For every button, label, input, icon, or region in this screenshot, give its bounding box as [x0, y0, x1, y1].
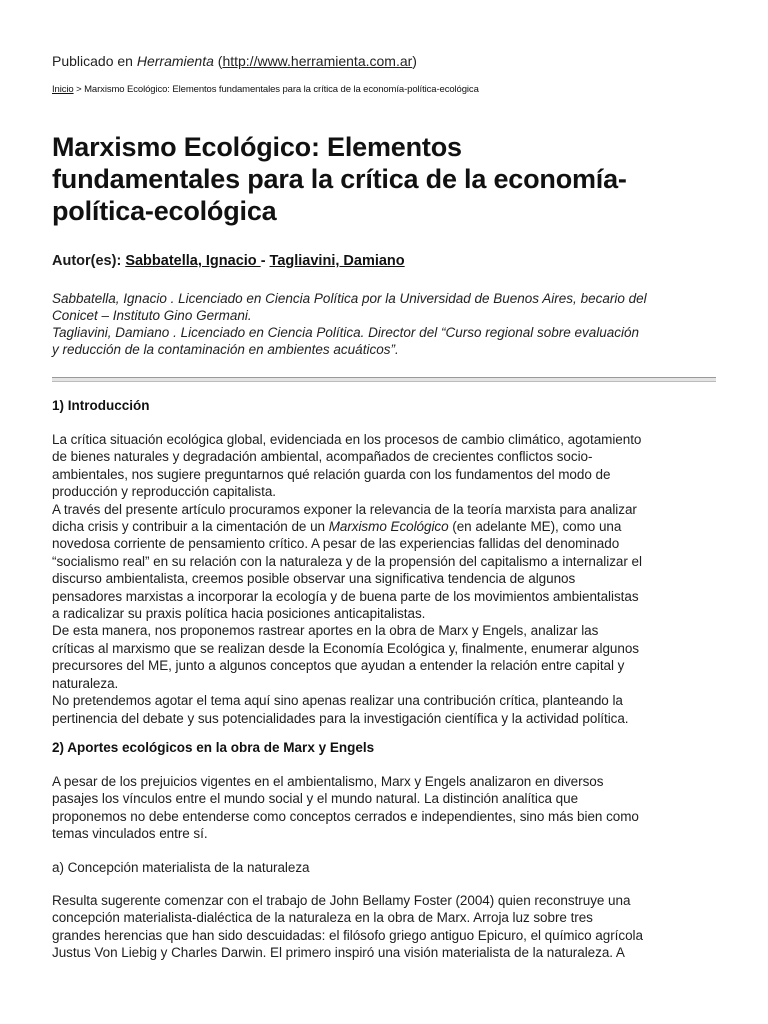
section-body-introduccion — [52, 431, 716, 727]
text-line: A través del presente artículo procuramos exponer la relevancia de la teoría marxista para analizar — [52, 501, 637, 517]
text-line: pensadores marxistas a incorporar la ecología y de buena parte de los movimientos ambientalistas — [52, 588, 639, 604]
horizontal-divider — [52, 377, 716, 382]
text-line: Resulta sugerente comenzar con el trabajo de John Bellamy Foster (2004) quien reconstruye una — [52, 892, 631, 908]
text-line: proponemos no debe entenderse como conceptos cerrados e independientes, sino más bien como — [52, 808, 639, 824]
authors-label: Autor(es): — [52, 253, 126, 269]
text-line: A pesar de los prejuicios vigentes en el ambientalismo, Marx y Engels analizaron en diversos — [52, 773, 604, 789]
text-line: temas vinculados entre sí. — [52, 826, 208, 842]
subsection-heading-concepcion: a) Concepción materialista de la naturaleza — [52, 859, 310, 875]
author-link-tagliavini[interactable]: Tagliavini, Damiano — [269, 253, 405, 269]
title-line: fundamentales para la crítica de la economía- — [52, 164, 627, 194]
text-line: pertinencia del debate y sus potencialidades para la investigación científica y la actividad política. — [52, 710, 629, 726]
text-line: Justus Von Liebig y Charles Darwin. El primero inspiró una visión materialista de la naturaleza. A — [52, 945, 625, 961]
authors-line — [52, 252, 716, 270]
text-line: discurso ambientalista, creemos posible observar una significativa tendencia de algunos — [52, 571, 576, 587]
article-title — [52, 131, 716, 227]
source-name: Herramienta — [136, 53, 214, 69]
subsection-body-concepcion — [52, 892, 716, 962]
text-line: producción y reproducción capitalista. — [52, 484, 276, 500]
text-line: concepción materialista-dialéctica de la naturaleza en la obra de Marx. Arroja luz sobre tres — [52, 910, 593, 926]
section-body-aportes — [52, 773, 716, 843]
affiliation-line: Conicet – Instituto Gino Germani. — [52, 308, 252, 323]
text-line: novedosa corriente de pensamiento crítico. A pesar de las experiencias fallidas del denominado — [52, 536, 620, 552]
published-line — [52, 0, 716, 70]
text-line: naturaleza. — [52, 675, 119, 691]
section-heading-aportes: 2) Aportes ecológicos en la obra de Marx y Engels — [52, 739, 375, 755]
text-line: “socialismo real” en su relación con la naturaleza y de la propensión del capitalismo a internalizar el — [52, 553, 642, 569]
affiliation-line: Sabbatella, Ignacio . Licenciado en Ciencia Política por la Universidad de Buenos Aires, becario del — [52, 291, 647, 306]
text-line: pasajes los vínculos entre el mundo social y el mundo natural. La distinción analítica que — [52, 791, 579, 807]
published-prefix: Publicado en — [52, 53, 137, 69]
source-url-link[interactable]: http://www.herramienta.com.ar — [222, 53, 413, 69]
text-line: dicha crisis y contribuir a la cimentación de un — [52, 519, 329, 535]
text-line: críticas al marxismo que se realizan desde la Economía Ecológica y, finalmente, enumerar algunos — [52, 640, 639, 656]
title-line: Marxismo Ecológico: Elementos — [52, 132, 462, 162]
author-affiliations — [52, 290, 716, 358]
text-line: grandes herencias que han sido descuidadas: el filósofo griego antiguo Epicuro, el químico agrícola — [52, 927, 643, 943]
text-line: No pretendemos agotar el tema aquí sino apenas realizar una contribución crítica, planteando la — [52, 693, 623, 709]
text-line: a radicalizar su praxis política hacia posiciones anticapitalistas. — [52, 606, 426, 622]
affiliation-line: y reducción de la contaminación en ambientes acuáticos”. — [52, 342, 399, 357]
emphasis-term: Marxismo Ecológico — [328, 519, 449, 535]
title-line: política-ecológica — [52, 196, 277, 226]
author-link-sabbatella[interactable]: Sabbatella, Ignacio — [125, 253, 261, 269]
paren-close: ) — [412, 53, 417, 69]
breadcrumb-home-link[interactable]: Inicio — [52, 84, 74, 95]
paren-open: ( — [213, 53, 223, 69]
breadcrumb — [52, 84, 716, 96]
text-line: (en adelante ME), como una — [448, 519, 622, 535]
text-line: de bienes naturales y degradación ambiental, acompañados de crecientes conflictos socio- — [52, 449, 593, 465]
text-line: ambientales, nos sugiere preguntarnos qué relación guarda con los fundamentos del modo de — [52, 466, 611, 482]
breadcrumb-current: Marxismo Ecológico: Elementos fundamentales para la crítica de la economía-política-ecológica — [84, 84, 479, 95]
section-heading-introduccion: 1) Introducción — [52, 398, 150, 413]
author-separator: - — [260, 253, 270, 269]
text-line: La crítica situación ecológica global, evidenciada en los procesos de cambio climático, agotamiento — [52, 432, 642, 447]
text-line: De esta manera, nos proponemos rastrear aportes en la obra de Marx y Engels, analizar las — [52, 623, 599, 639]
affiliation-line: Tagliavini, Damiano . Licenciado en Ciencia Política. Director del “Curso regional sobre evaluación — [52, 325, 640, 340]
breadcrumb-separator: > — [73, 84, 85, 95]
text-line: precursores del ME, junto a algunos conceptos que ayudan a entender la relación entre capital y — [52, 658, 625, 674]
